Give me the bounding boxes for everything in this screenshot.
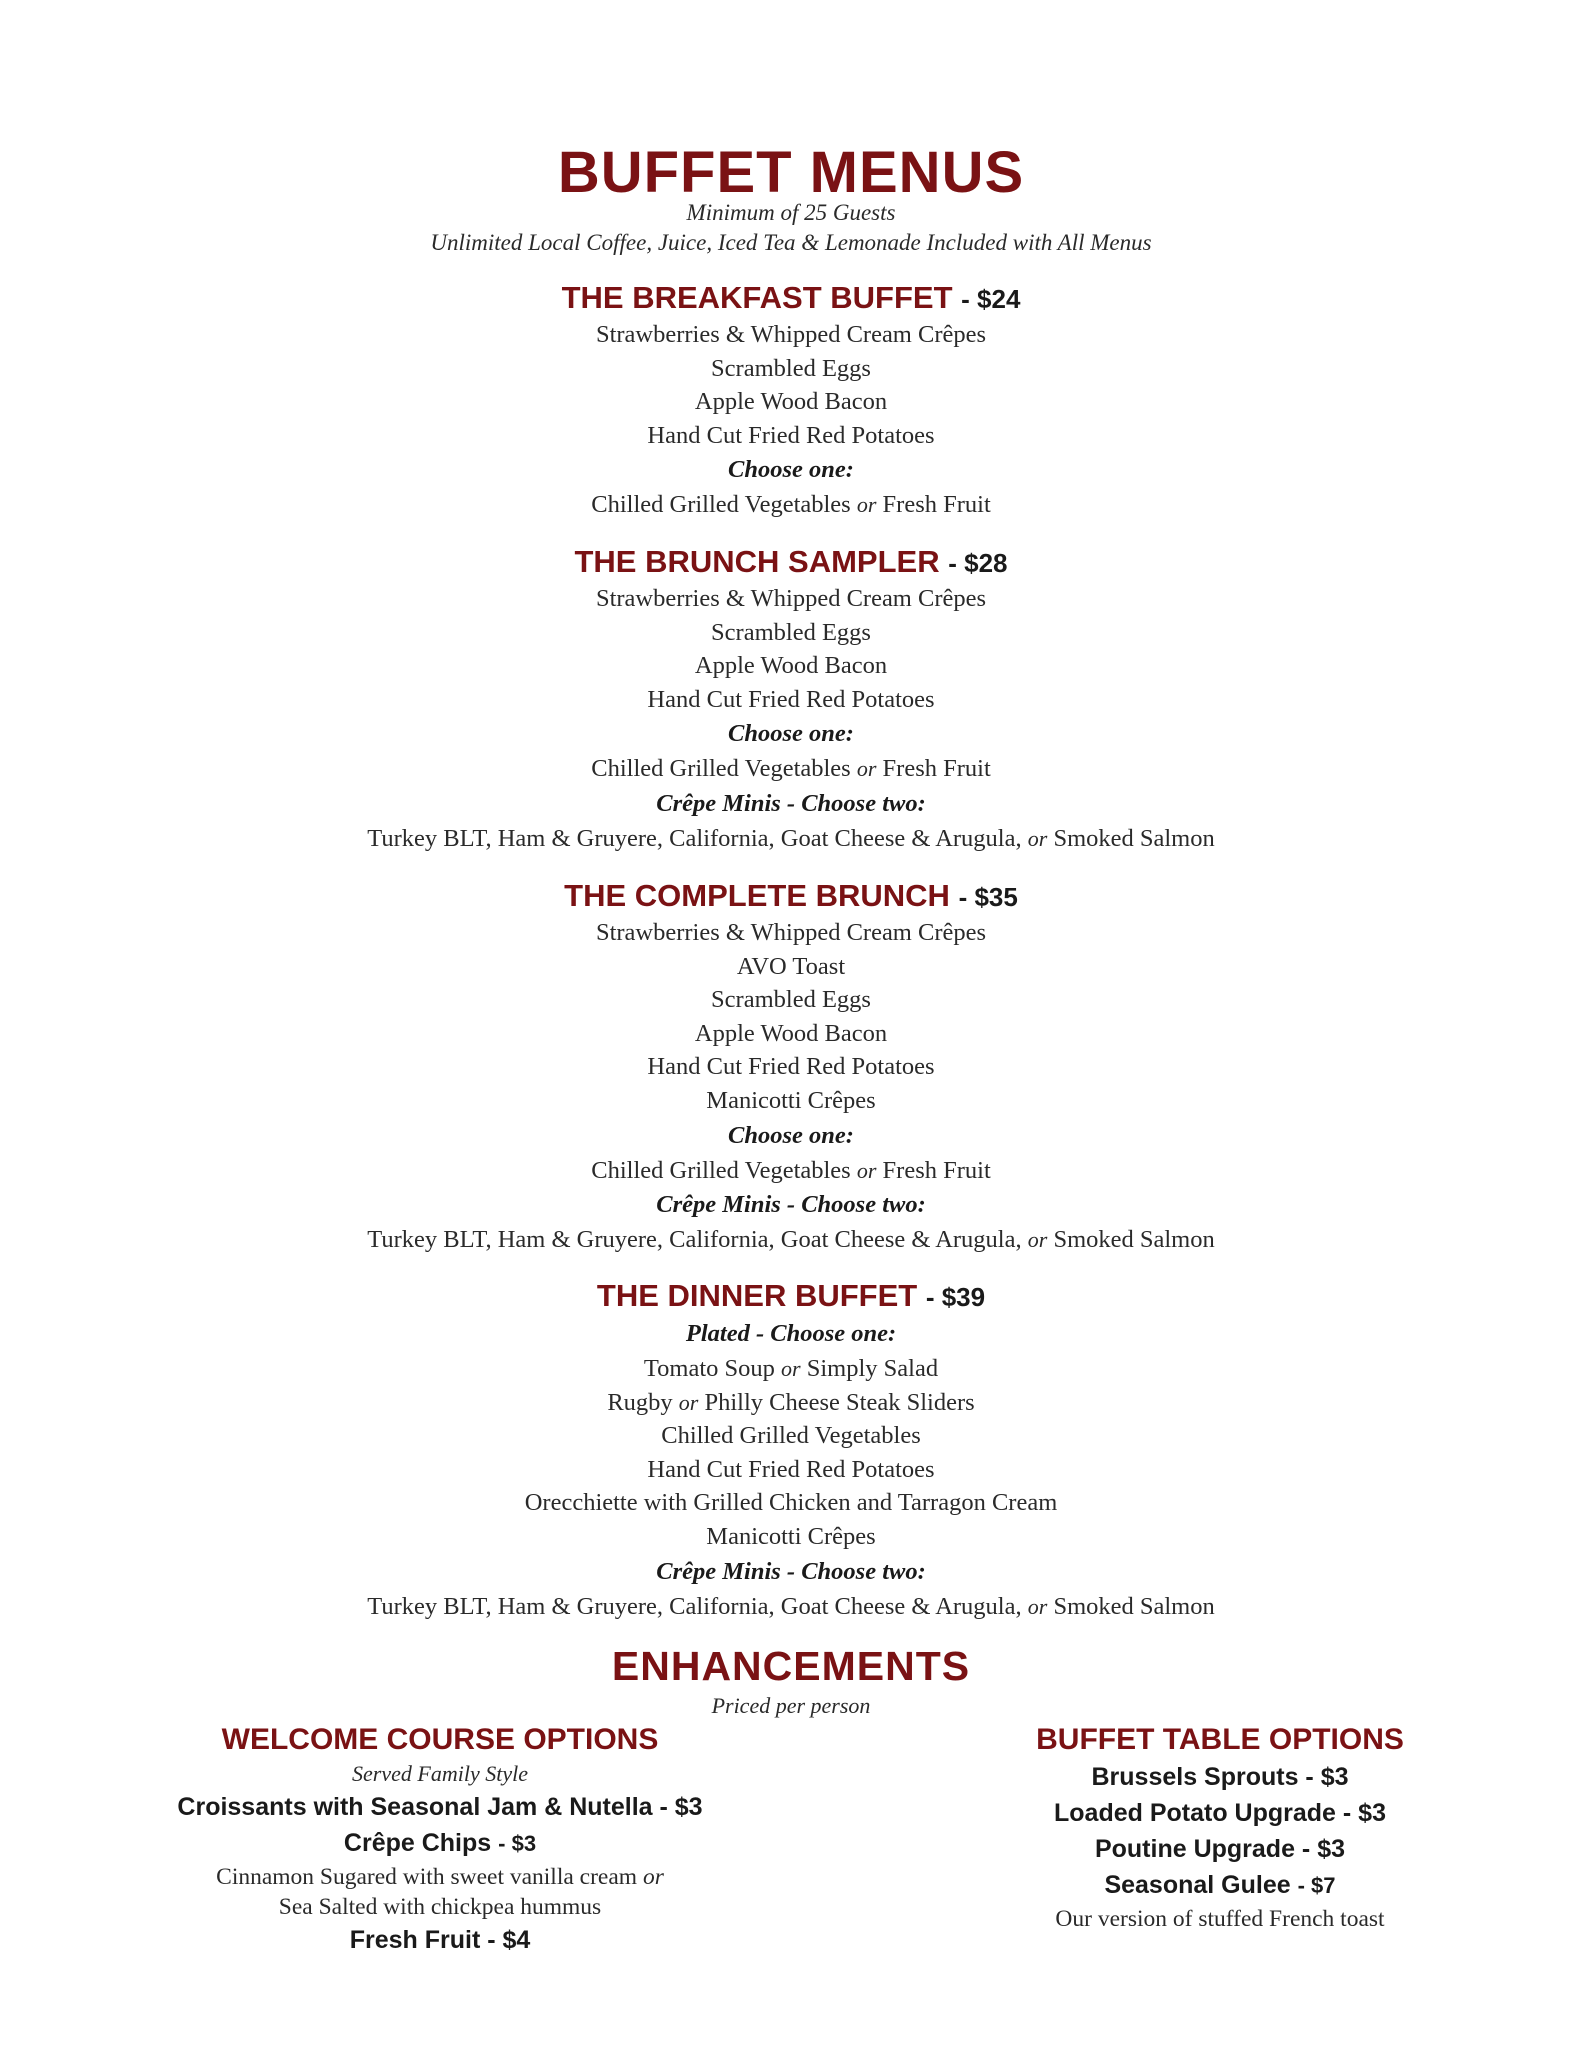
seasonal-gulee-desc: Our version of stuffed French toast <box>1055 1906 1385 1932</box>
included-beverages-note: Unlimited Local Coffee, Juice, Iced Tea & Lemonade Included with All Menus <box>430 230 1152 255</box>
choose-one-label: Choose one: <box>728 456 854 484</box>
crepe-minis-label: Crêpe Minis - Choose two: <box>656 789 926 817</box>
section-title: THE DINNER BUFFET <box>596 1278 918 1313</box>
menu-item: Hand Cut Fried Red Potatoes <box>647 685 935 713</box>
croissants-option: Croissants with Seasonal Jam & Nutella - $3 <box>177 1793 703 1821</box>
crepe-minis-line: Turkey BLT, Ham & Gruyere, California, Goat Cheese & Arugula, or Smoked Salmon <box>367 1592 1215 1620</box>
family-style-note: Served Family Style <box>352 1761 528 1786</box>
menu-item: Strawberries & Whipped Cream Crêpes <box>595 919 987 946</box>
loaded-potato-option: Loaded Potato Upgrade - $3 <box>1054 1799 1386 1827</box>
seasonal-gulee-option: Seasonal Gulee - $7 <box>1104 1871 1336 1899</box>
crepe-minis-label: Crêpe Minis - Choose two: <box>656 1191 926 1219</box>
poutine-option: Poutine Upgrade - $3 <box>1094 1835 1346 1863</box>
crepe-minis-line: Turkey BLT, Ham & Gruyere, California, Goat Cheese & Arugula, or Smoked Salmon <box>367 824 1215 852</box>
choice-line: Chilled Grilled Vegetables or Fresh Fruit <box>591 491 991 519</box>
choice-line: Chilled Grilled Vegetables or Fresh Fruit <box>591 755 991 783</box>
welcome-course-title: WELCOME COURSE OPTIONS <box>221 1723 659 1756</box>
section-title: THE BRUNCH SAMPLER <box>574 544 940 579</box>
section-dinner-buffet <box>0 1277 1582 1623</box>
section-complete-brunch <box>0 877 1582 1257</box>
menu-item: Hand Cut Fried Red Potatoes <box>647 421 935 449</box>
choose-one-label: Choose one: <box>728 720 854 748</box>
choice-line: Chilled Grilled Vegetables or Fresh Fruit <box>591 1156 991 1184</box>
menu-item: Manicotti Crêpes <box>706 1522 876 1550</box>
enhancements-title: ENHANCEMENTS <box>611 1643 971 1689</box>
section-title: THE COMPLETE BRUNCH <box>564 878 950 913</box>
section-title: THE BREAKFAST BUFFET <box>561 280 953 315</box>
section-breakfast-buffet <box>0 279 1582 522</box>
section-price: - $28 <box>948 548 1008 578</box>
enhancements-subtitle: Priced per person <box>711 1693 871 1718</box>
menu-item: Apple Wood Bacon <box>694 388 888 416</box>
section-price: - $39 <box>925 1282 986 1312</box>
menu-item: Chilled Grilled Vegetables <box>661 1422 921 1450</box>
buffet-table-title: BUFFET TABLE OPTIONS <box>1036 1723 1404 1756</box>
crepe-chips-option: Crêpe Chips - $3 <box>343 1829 537 1857</box>
plated-choose-label: Plated - Choose one: <box>685 1320 897 1347</box>
menu-item: Orecchiette with Grilled Chicken and Tarragon Cream <box>524 1489 1058 1517</box>
crepe-chips-desc: Cinnamon Sugared with sweet vanilla cream or <box>216 1864 664 1890</box>
sliders-choice-line: Rugby or Philly Cheese Steak Sliders <box>607 1388 975 1416</box>
menu-item: Strawberries & Whipped Cream Crêpes <box>595 585 987 612</box>
section-price: - $24 <box>961 284 1021 314</box>
brussels-sprouts-option: Brussels Sprouts - $3 <box>1091 1763 1349 1791</box>
fresh-fruit-option: Fresh Fruit - $4 <box>349 1926 531 1954</box>
choose-one-label: Choose one: <box>728 1121 854 1149</box>
crepe-minis-line: Turkey BLT, Ham & Gruyere, California, Goat Cheese & Arugula, or Smoked Salmon <box>367 1226 1215 1254</box>
crepe-chips-desc-2: Sea Salted with chickpea hummus <box>278 1894 602 1920</box>
minimum-guests-note: Minimum of 25 Guests <box>686 200 896 225</box>
menu-item: Hand Cut Fried Red Potatoes <box>647 1455 935 1483</box>
welcome-course-options <box>150 1721 730 1958</box>
menu-item: Scrambled Eggs <box>711 986 871 1014</box>
menu-item: Manicotti Crêpes <box>706 1086 876 1114</box>
section-price: - $35 <box>958 882 1018 912</box>
menu-item: Strawberries & Whipped Cream Crêpes <box>595 321 987 348</box>
buffet-table-options <box>920 1721 1520 1934</box>
menu-item: Apple Wood Bacon <box>694 652 888 680</box>
menu-item: Apple Wood Bacon <box>694 1019 888 1047</box>
crepe-minis-label: Crêpe Minis - Choose two: <box>656 1557 926 1585</box>
menu-item: Hand Cut Fried Red Potatoes <box>647 1053 935 1081</box>
page-title: BUFFET MENUS <box>557 140 1025 205</box>
menu-item: Scrambled Eggs <box>711 618 871 646</box>
menu-item: AVO Toast <box>736 952 846 980</box>
menu-item: Scrambled Eggs <box>711 354 871 382</box>
plated-choice-line: Tomato Soup or Simply Salad <box>643 1355 939 1382</box>
section-brunch-sampler <box>0 543 1582 856</box>
